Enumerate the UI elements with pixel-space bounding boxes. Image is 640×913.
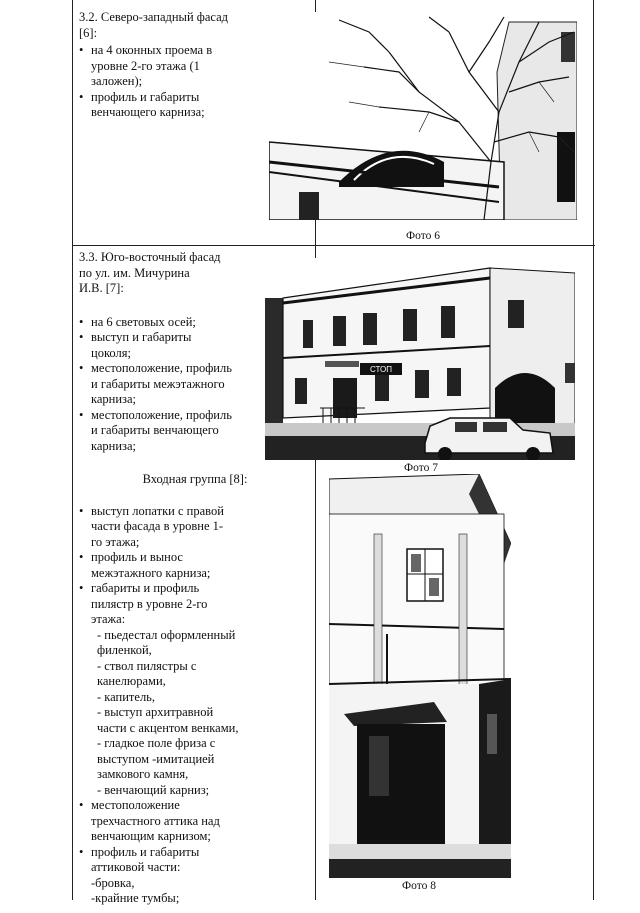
- attic-sublist: [79, 876, 311, 907]
- entrance-heading: Входная группа [8]:: [142, 472, 248, 486]
- list-item: - гладкое поле фриза с выступом -имитацией замкового камня,: [97, 736, 216, 781]
- list-item: • местоположение трехчастного аттика над венчающим карнизом;: [79, 798, 311, 845]
- list-item: • местоположение, профиль и габариты межэтажного карниза;: [79, 361, 311, 408]
- photo-6: [269, 12, 577, 220]
- list-item: - выступ архитравной части с акцентом венками,: [97, 705, 239, 735]
- section-3-3-title: 3.3. Юго-восточный фасад по ул. им. Мичурина И.В. [7]:: [79, 250, 221, 295]
- list-item: • выступ лопатки с правой части фасада в уровне 1- го этажа;: [79, 504, 311, 551]
- list-item: • профиль и габариты аттиковой части:: [79, 845, 311, 876]
- list-item: - пьедестал оформленный филенкой,: [97, 627, 236, 657]
- attic-list: [79, 798, 311, 876]
- caption-photo-7: Фото 7: [404, 462, 438, 474]
- caption-photo-6: Фото 6: [406, 230, 440, 242]
- pilaster-list: [79, 628, 311, 799]
- caption-photo-8: Фото 8: [402, 880, 436, 892]
- list-item: • профиль и вынос межэтажного карниза;: [79, 550, 311, 581]
- list-item: • профиль и габариты венчающего карниза;: [79, 90, 311, 121]
- entrance-list: [79, 504, 311, 628]
- list-item: - венчающий карниз;: [97, 782, 210, 797]
- row-divider: [73, 245, 595, 246]
- list-item: • габариты и профиль пилястр в уровне 2-го этажа:: [79, 581, 311, 628]
- list-item: -бровка,: [91, 875, 135, 890]
- list-item: -крайние тумбы;: [91, 891, 180, 905]
- photo-7: [265, 258, 575, 460]
- list-item: • на 4 оконных проема в уровне 2-го этажа (1 заложен);: [79, 43, 311, 90]
- shop-sign: СТОП: [369, 365, 393, 374]
- document-table: [72, 0, 594, 905]
- list-item: • на 6 световых осей;: [79, 315, 311, 331]
- list-item: - ствол пилястры с канелюрами,: [97, 658, 197, 688]
- section-3-2-title: 3.2. Северо-западный фасад [6]:: [79, 10, 229, 40]
- list-item: - капитель,: [97, 689, 156, 704]
- list-item: • выступ и габариты цоколя;: [79, 330, 311, 361]
- photo-8: [329, 474, 511, 878]
- list-item: • местоположение, профиль и габариты венчающего карниза;: [79, 408, 311, 455]
